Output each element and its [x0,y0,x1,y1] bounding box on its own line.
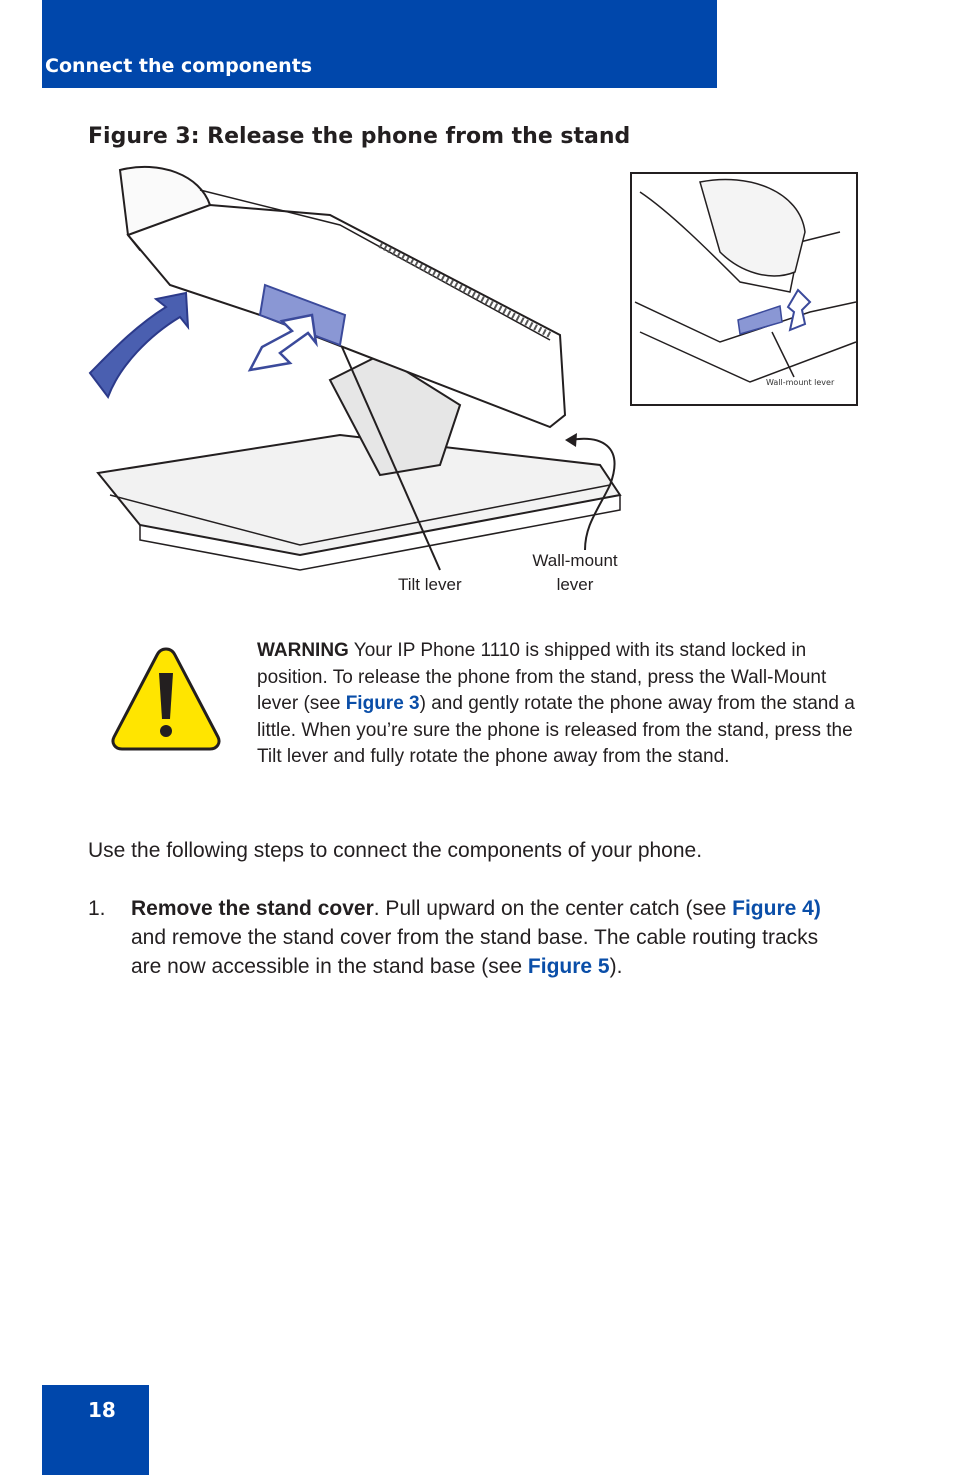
figure-4-link[interactable]: Figure 4) [732,897,821,920]
warning-text [257,638,857,771]
stand-base [98,435,620,555]
warning-label: WARNING [257,640,349,661]
inset-wall-mount-label: Wall-mount lever [766,378,835,387]
wall-mount-label-line1: Wall-mount [532,551,618,570]
step-1-text3: ). [609,955,623,978]
figure-3-link[interactable]: Figure 3 [345,693,420,714]
page-number: 18 [88,1398,116,1422]
wall-mount-inset-illustration [630,172,858,406]
rotate-arrow-icon [90,293,188,397]
figure-title: Figure 3: Release the phone from the stand [88,124,631,149]
wall-mount-label-line2: lever [556,575,594,594]
step-1-text2: and remove the stand cover from the stand base. The cable routing tracks are now accessible in the stand base (see [131,926,819,978]
warning-text-part1: Your IP Phone 1110 is shipped with its stand locked in position. To release the phone from the stand, press the Wall-Mount lever (see [257,640,827,714]
step-1-body [131,894,841,981]
step-1-text1: . Pull upward on the center catch (see [373,897,733,920]
up-arrow-icon [250,315,316,370]
tilt-lever-label: Tilt lever [398,575,462,594]
phone-stand-illustration [80,165,640,605]
intro-paragraph: Use the following steps to connect the components of your phone. [88,839,703,862]
warning-icon [110,645,222,753]
step-1-title: Remove the stand cover [131,897,374,920]
figure-5-link[interactable]: Figure 5 [527,955,610,978]
section-title: Connect the components [45,55,313,77]
warning-text-part2: ) and gently rotate the phone away from the stand a little. When you’re sure the phone is released from the stand, press the Tilt lever and fully rotate the phone away from the stand. [257,693,855,767]
step-1-number: 1. [88,897,106,920]
